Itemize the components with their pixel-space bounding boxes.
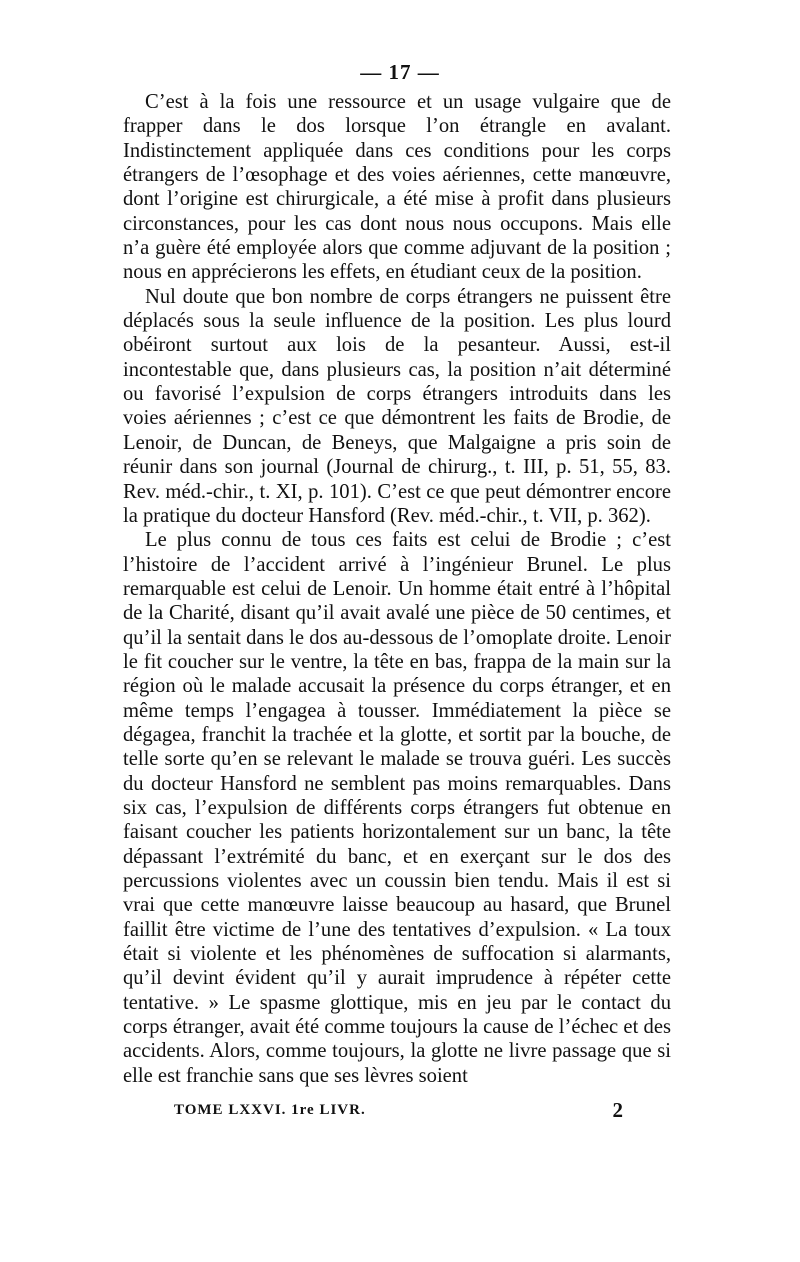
- footer-signature: TOME LXXVI. 1re LIVR.: [174, 1102, 366, 1118]
- footer-sheet-number: 2: [612, 1098, 624, 1122]
- paragraph-2: Nul doute que bon nombre de corps étrangers ne puissent être déplacés sous la seule influence de la position. Les plus lourd obéiront surtout aux lois de la pesanteur. Aussi, est-il incontestable que, dans plusieurs cas, la position n’ait déterminé ou favorisé l’expulsion de corps étrangers introduits dans les voies aériennes ; c’est ce que démontrent les faits de Brodie, de Lenoir, de Duncan, de Beneys, que Malgaigne a pris soin de réunir dans son journal (Journal de chirurg., t. III, p. 51, 55, 83. Rev. méd.-chir., t. XI, p. 101). C’est ce que peut démontrer encore la pratique du docteur Hansford (Rev. méd.-chir., t. VII, p. 362).: [123, 285, 671, 527]
- body-text: [123, 90, 671, 1088]
- page-number-header: — 17 —: [360, 60, 440, 84]
- paragraph-3: Le plus connu de tous ces faits est celui de Brodie ; c’est l’histoire de l’accident arrivé à l’ingénieur Brunel. Le plus remarquable est celui de Lenoir. Un homme était entré à l’hôpital de la Charité, disant qu’il avait avalé une pièce de 50 centimes, et qu’il la sentait dans le dos au-dessous de l’omoplate droite. Lenoir le fit coucher sur le ventre, la tête en bas, frappa de la main sur la région où le malade accusait la présence du corps étranger, et en même temps l’engagea à tousser. Immédiatement la pièce se dégagea, franchit la trachée et la glotte, et sortit par la bouche, de telle sorte qu’en se relevant le malade se trouva guéri. Les succès du docteur Hansford ne semblent pas moins remarquables. Dans six cas, l’expulsion de différents corps étrangers fut obtenue en faisant coucher les patients horizontalement sur un banc, la tête dépassant l’extrémité du banc, et en exerçant sur le dos des percussions violentes avec un coussin bien tendu. Mais il est si vrai que cette manœuvre laisse beaucoup au hasard, que Brunel faillit être victime de l’une des tentatives d’expulsion. « La toux était si violente et les phénomènes de suffocation si alarmants, qu’il devint évident qu’il y aurait imprudence à répéter cette tentative. » Le spasme glottique, mis en jeu par le contact du corps étranger, avait été comme toujours la cause de l’échec et des accidents. Alors, comme toujours, la glotte ne livre passage que si elle est franchie sans que ses lèvres soient: [123, 529, 671, 1087]
- paragraph-1: C’est à la fois une ressource et un usage vulgaire que de frapper dans le dos lorsque l’on étrangle en avalant. Indistinctement appliquée dans ces conditions pour les corps étrangers de l’œsophage et des voies aériennes, cette manœuvre, dont l’origine est chirurgicale, a été mise à profit dans plusieurs circonstances, pour les cas dont nous nous occupons. Mais elle n’a guère été employée alors que comme adjuvant de la position ; nous en apprécierons les effets, en étudiant ceux de la position.: [123, 91, 671, 284]
